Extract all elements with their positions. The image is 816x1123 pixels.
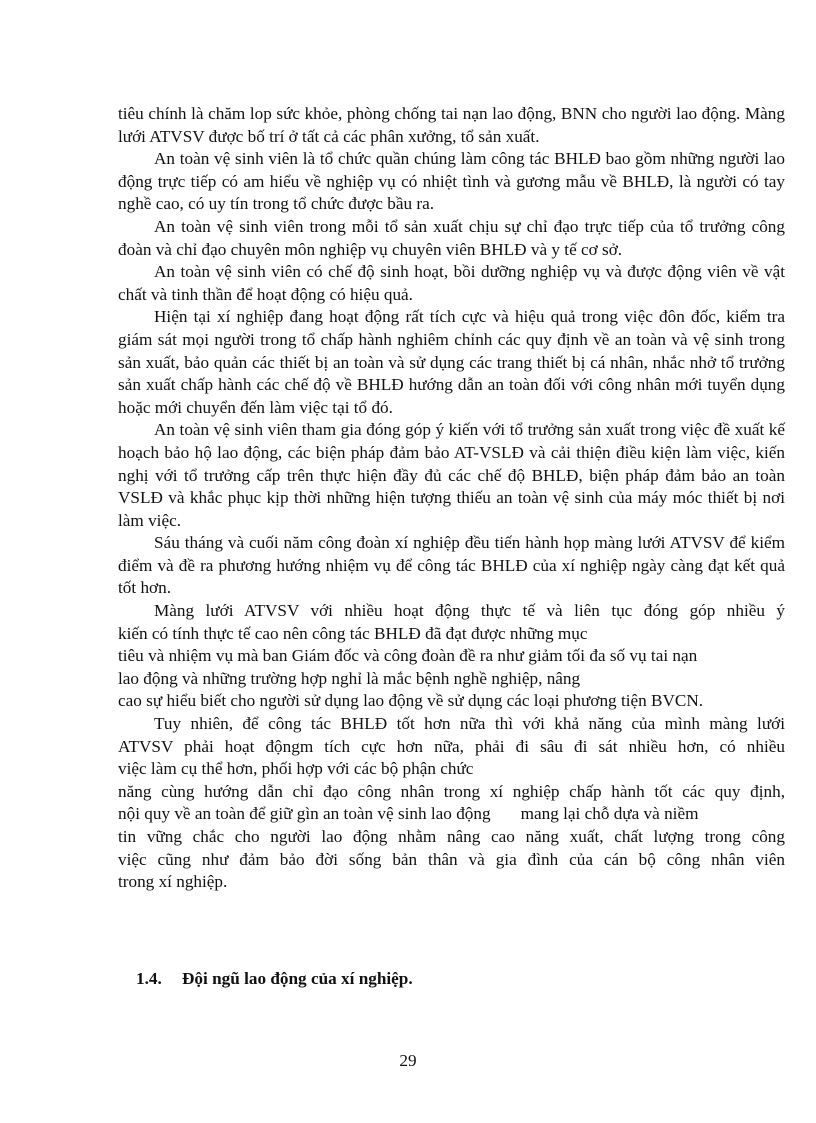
paragraph-2: An toàn vệ sinh viên là tổ chức quần chúng làm công tác BHLĐ bao gồm những người lao động trực tiếp có am hiểu về nghiệp vụ có nhiệt tình và gương mẫu về BHLĐ, là người có tay nghề cao, có uy tín trong tổ chức được bầu ra.: [118, 149, 785, 214]
paragraph-9-line-1: Tuy nhiên, để công tác BHLĐ tốt hơn nữa thì với khả năng của mình màng lưới: [154, 714, 785, 734]
paragraph-6: An toàn vệ sinh viên tham gia đóng góp ý kiến với tổ trưởng sản xuất trong việc đề xuất kế hoạch bảo hộ lao động, các biện pháp đảm bảo AT-VSLĐ và cải thiện điều kiện làm việc, kiến nghị với tổ trưởng cấp trên thực hiện đầy đủ các chế độ BHLĐ, biện pháp đảm bảo an toàn VSLĐ và khắc phục kịp thời những hiện tượng thiếu an toàn vệ sinh của máy móc thiết bị nơi làm việc.: [118, 420, 785, 530]
body-text: [118, 103, 785, 894]
paragraph-9-line-4: năng cùng hướng dẫn chỉ đạo công nhân trong xí nghiệp chấp hành tốt các quy định,: [118, 781, 785, 801]
paragraph-4: An toàn vệ sinh viên có chế độ sinh hoạt, bồi dưỡng nghiệp vụ và được động viên về vật chất và tinh thần để hoạt động có hiệu quả.: [118, 262, 785, 304]
paragraph-8-line-1: Màng lưới ATVSV với nhiều hoạt động thực tế và liên tục đóng góp nhiều ý: [154, 601, 785, 621]
page-number: 29: [399, 1051, 417, 1070]
paragraph-9-line-3: việc làm cụ thể hơn, phối hợp với các bộ phận chức: [118, 759, 474, 779]
paragraph-1: tiêu chính là chăm lop sức khỏe, phòng chống tai nạn lao động, BNN cho người lao động. Màng lưới ATVSV được bố trí ở tất cả các phân xưởng, tổ sản xuất.: [118, 104, 785, 146]
section-heading: [136, 969, 413, 989]
paragraph-8-line-3: tiêu và nhiệm vụ mà ban Giám đốc và công đoàn đề ra như giảm tối đa số vụ tai nạn: [118, 646, 698, 666]
paragraph-8: [118, 600, 785, 713]
paragraph-9-line-6: tin vững chắc cho người lao động nhằm nâng cao năng xuất, chất lượng trong công: [118, 827, 785, 846]
paragraph-9-line-2: ATVSV phải hoạt độngm tích cực hơn nữa, phải đi sâu đi sát nhiều hơn, có nhiều: [118, 736, 785, 756]
paragraph-8-line-2: kiến có tính thực tế cao nên công tác BHLĐ đã đạt được những mục: [118, 623, 588, 643]
section-number: 1.4.: [136, 969, 162, 988]
paragraph-9-line-8: trong xí nghiệp.: [118, 872, 228, 892]
paragraph-9: [118, 713, 785, 894]
paragraph-7: Sáu tháng và cuối năm công đoàn xí nghiệp đều tiến hành họp màng lưới ATVSV để kiểm điểm và đề ra phương hướng nhiệm vụ để công tác BHLĐ của xí nghiệp ngày càng đạt kết quả tốt hơn.: [118, 533, 785, 598]
paragraph-9-line-7: việc cũng như đảm bảo đời sống bản thân và gia đình của cán bộ công nhân viên: [118, 849, 785, 869]
paragraph-3: An toàn vệ sinh viên trong mỗi tổ sản xuất chịu sự chỉ đạo trực tiếp của tổ trưởng công đoàn và chỉ đạo chuyên môn nghiệp vụ chuyên viên BHLĐ và y tế cơ sở.: [118, 216, 785, 259]
paragraph-8-line-5: cao sự hiểu biết cho người sử dụng lao động về sử dụng các loại phương tiện BVCN.: [118, 691, 704, 711]
paragraph-5: Hiện tại xí nghiệp đang hoạt động rất tích cực và hiệu quả trong việc đôn đốc, kiểm tra giám sát mọi người trong tổ chấp hành nghiêm chỉnh các quy định về an toàn và vệ sinh trong sản xuất, bảo quản các thiết bị an toàn và sử dụng các trang thiết bị cá nhân, nhắc nhở tổ trưởng sản xuất chấp hành các chế độ về BHLĐ hướng dẫn an toàn đối với công nhân mới tuyển dụng hoặc mới chuyển đến làm việc tại tổ đó.: [118, 307, 785, 417]
section-title: Đội ngũ lao động của xí nghiệp.: [182, 969, 413, 988]
paragraph-8-line-4: lao động và những trường hợp nghỉ là mắc bệnh nghề nghiệp, nâng: [118, 668, 581, 688]
paragraph-9-line-5: nội quy về an toàn để giữ gìn an toàn vệ sinh lao động mang lại chỗ dựa và niềm: [118, 804, 699, 824]
